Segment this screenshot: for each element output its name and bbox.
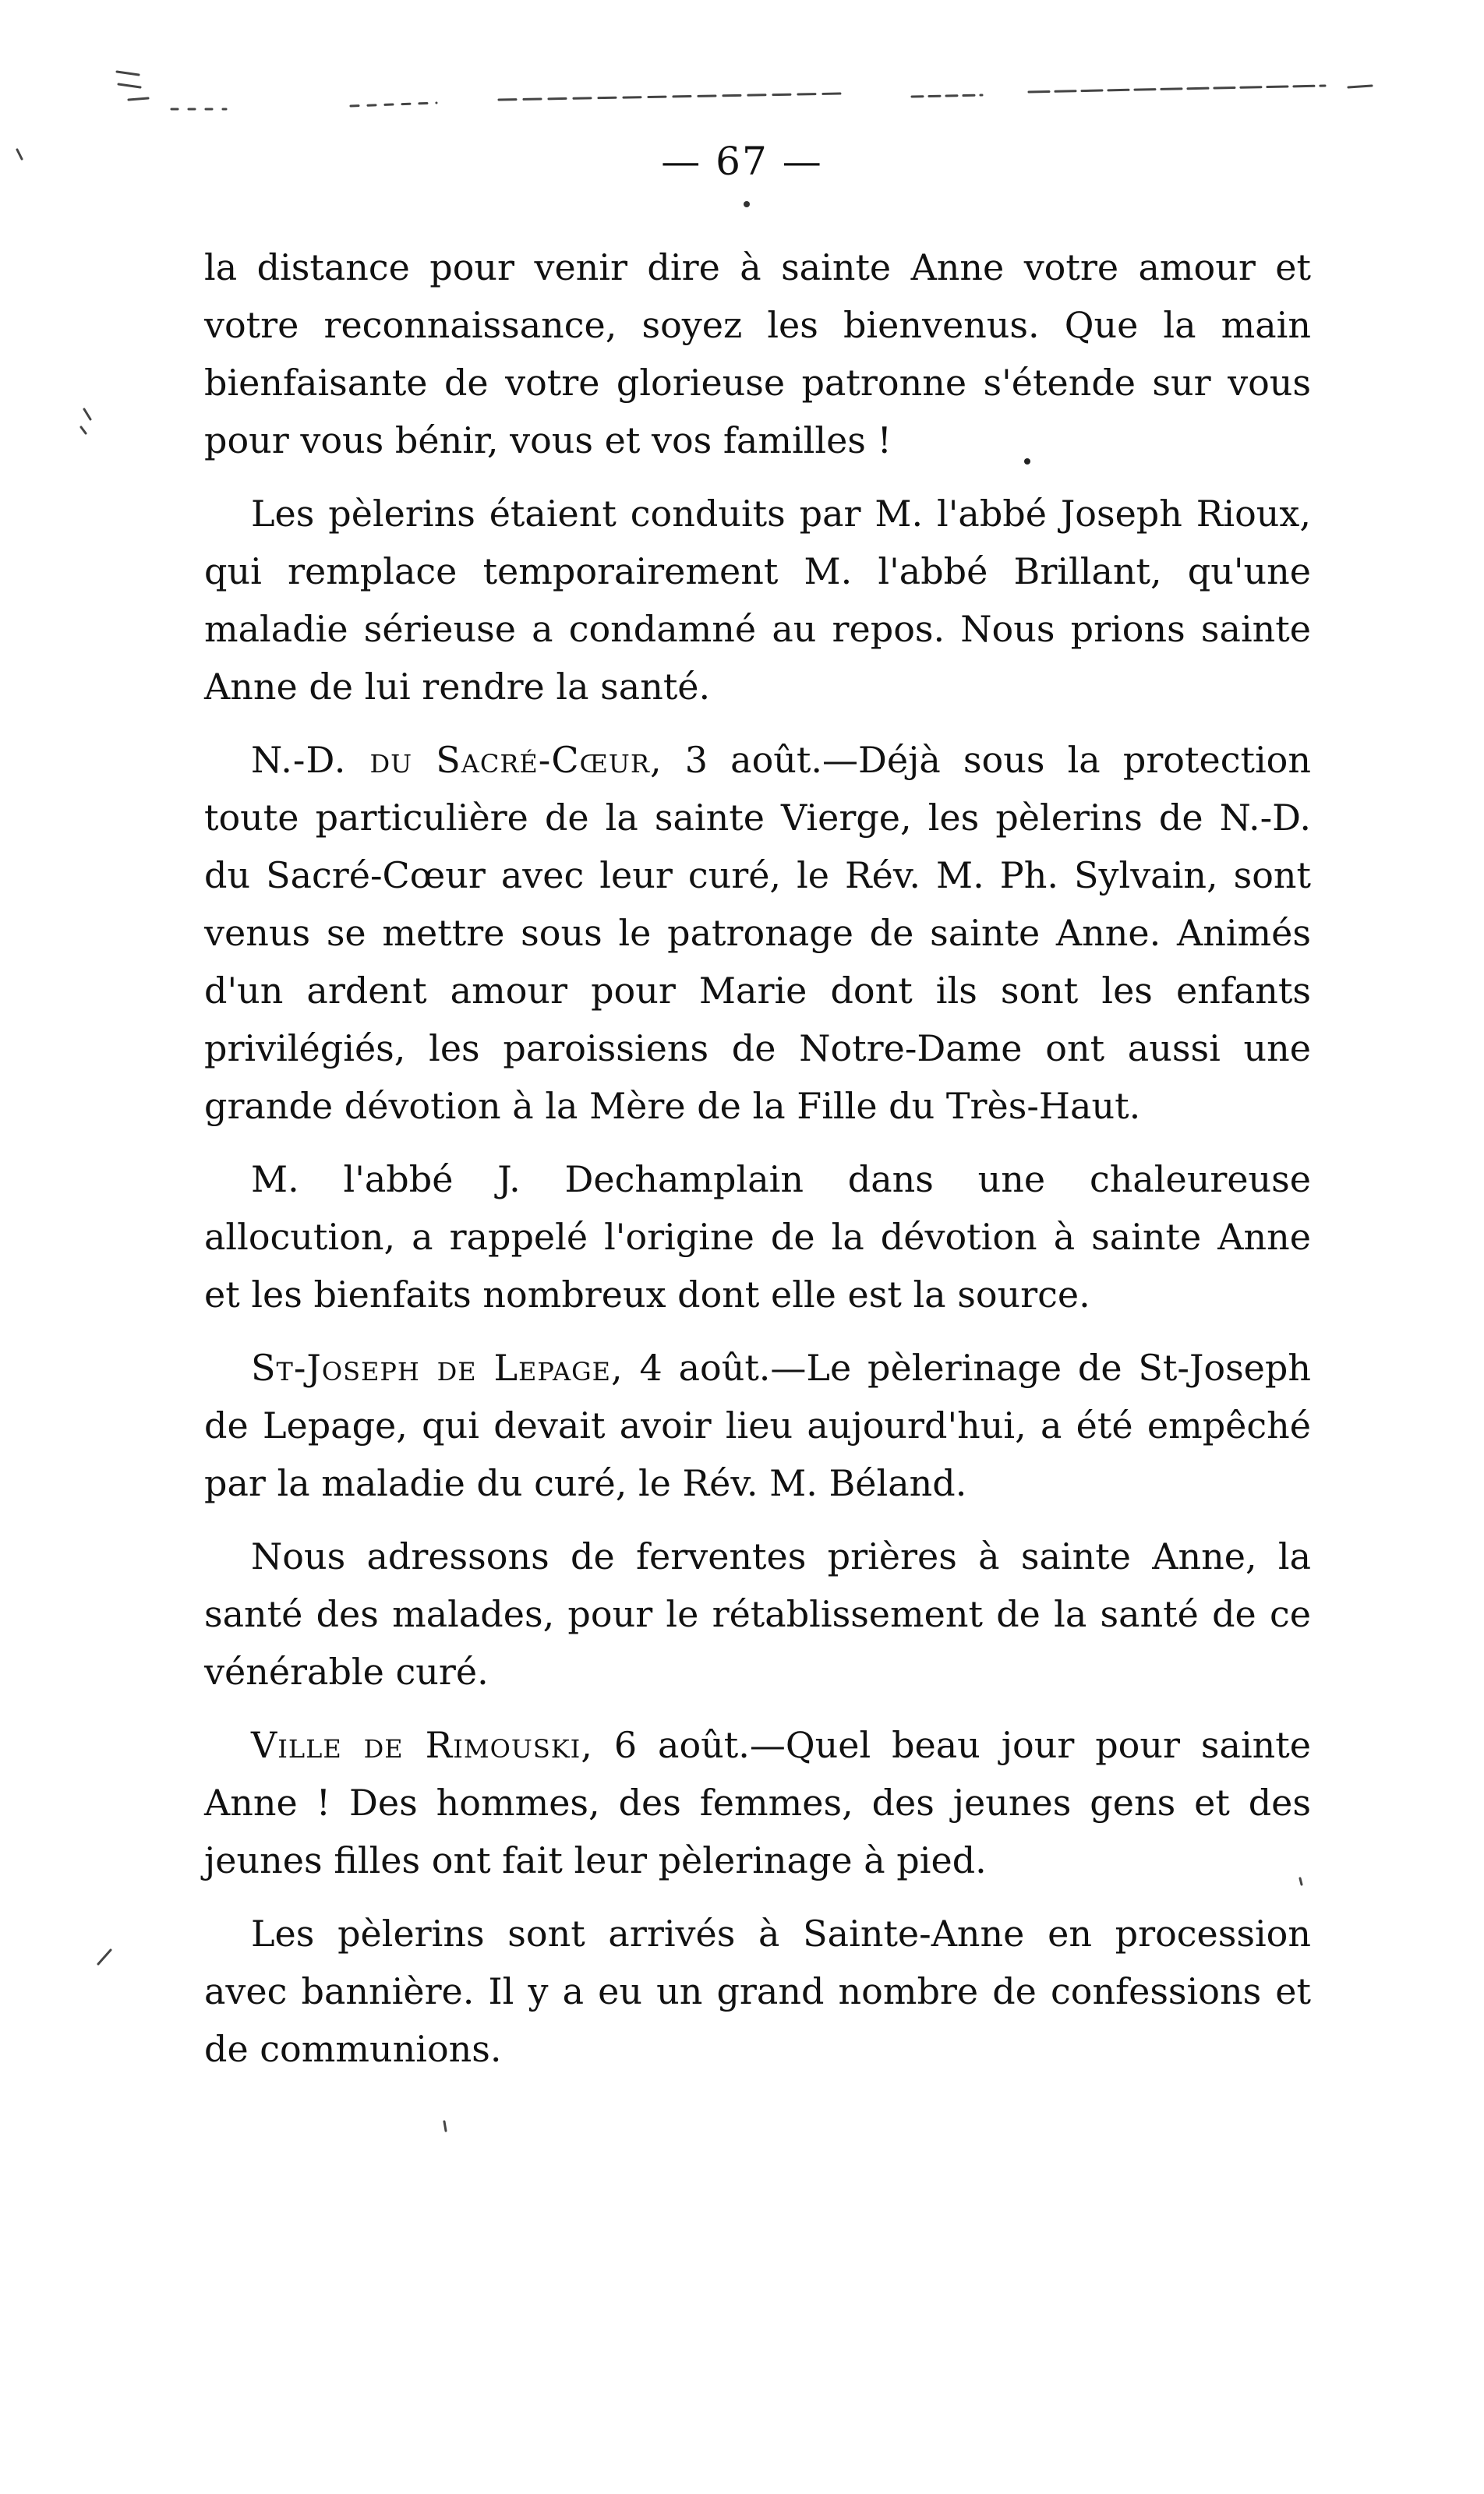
entry-heading-notre-dame-du-sacre-coeur: N.-D. du Sacré-Cœur, [251,739,662,781]
scan-mark [1348,86,1372,87]
paragraph-1 [204,238,1311,469]
paragraph-text: Nous adressons de ferventes prières à sainte Anne, la santé des malades, pour le rétablissement de la santé de ce vénérable curé. [204,1535,1311,1693]
scan-mark [351,103,436,106]
paragraph-text: 3 août.—Déjà sous la protection toute particulière de la sainte Vierge, les pèlerins de N.-D. du Sacré-Cœur avec leur curé, le Rév. M. Ph. Sylvain, sont venus se mettre sous le patronage de sainte Anne. Animés d'un ardent amour pour Marie dont ils sont les enfants privilégiés, les paroissiens de Notre-Dame ont aussi une grande dévotion à la Mère de la Fille du Très-Haut. [204,739,1311,1127]
paragraph-text: 4 août.—Le pèlerinage de St-Joseph de Lepage, qui devait avoir lieu aujourd'hui, a été empêché par la maladie du curé, le Rév. M. Béland. [204,1347,1311,1504]
paragraph-8 [204,1905,1311,2078]
paragraph-text: Les pèlerins étaient conduits par M. l'abbé Joseph Rioux, qui remplace temporairement M. l'abbé Brillant, qu'une maladie sérieuse a condamné au repos. Nous prions sainte Anne de lui rendre la santé. [204,493,1311,708]
entry-heading-st-joseph-de-lepage: St-Joseph de Lepage, [251,1347,624,1389]
paragraph-text: Les pèlerins sont arrivés à Sainte-Anne en procession avec bannière. Il y a eu un grand nombre de confessions et de communions. [204,1913,1311,2070]
scan-mark [444,2121,446,2131]
paragraph-text: M. l'abbé J. Dechamplain dans une chaleureuse allocution, a rappelé l'origine de la dévotion à sainte Anne et les bienfaits nombreux dont elle est la source. [204,1158,1311,1316]
page-number: — 67 — [661,139,823,184]
paragraph-2 [204,485,1311,715]
scan-mark [1029,86,1325,92]
paragraph-7 [204,1716,1311,1889]
scan-mark [118,84,140,87]
scan-mark [81,427,86,433]
paragraph-6 [204,1528,1311,1701]
scan-mark [499,94,842,100]
paragraph-5 [204,1339,1311,1512]
entry-heading-ville-de-rimouski: Ville de Rimouski, [251,1724,593,1766]
scan-mark [84,409,90,419]
paragraph-3 [204,731,1311,1135]
scan-dot [744,201,750,207]
paragraph-text: 6 août.—Quel beau jour pour sainte Anne ! Des hommes, des femmes, des jeunes gens et des jeunes filles ont fait leur pèlerinage à pied. [204,1724,1311,1881]
scan-mark [129,98,148,100]
scan-mark [98,1950,111,1964]
scan-mark [912,95,982,97]
paragraph-text: la distance pour venir dire à sainte Anne votre amour et votre reconnaissance, soyez les bienvenus. Que la main bienfaisante de votre glorieuse patronne s'étende sur vous pour vous bénir, vous et vos familles ! [204,246,1311,461]
paragraph-4 [204,1150,1311,1323]
scan-mark [117,72,139,75]
body-text [204,238,1311,2093]
